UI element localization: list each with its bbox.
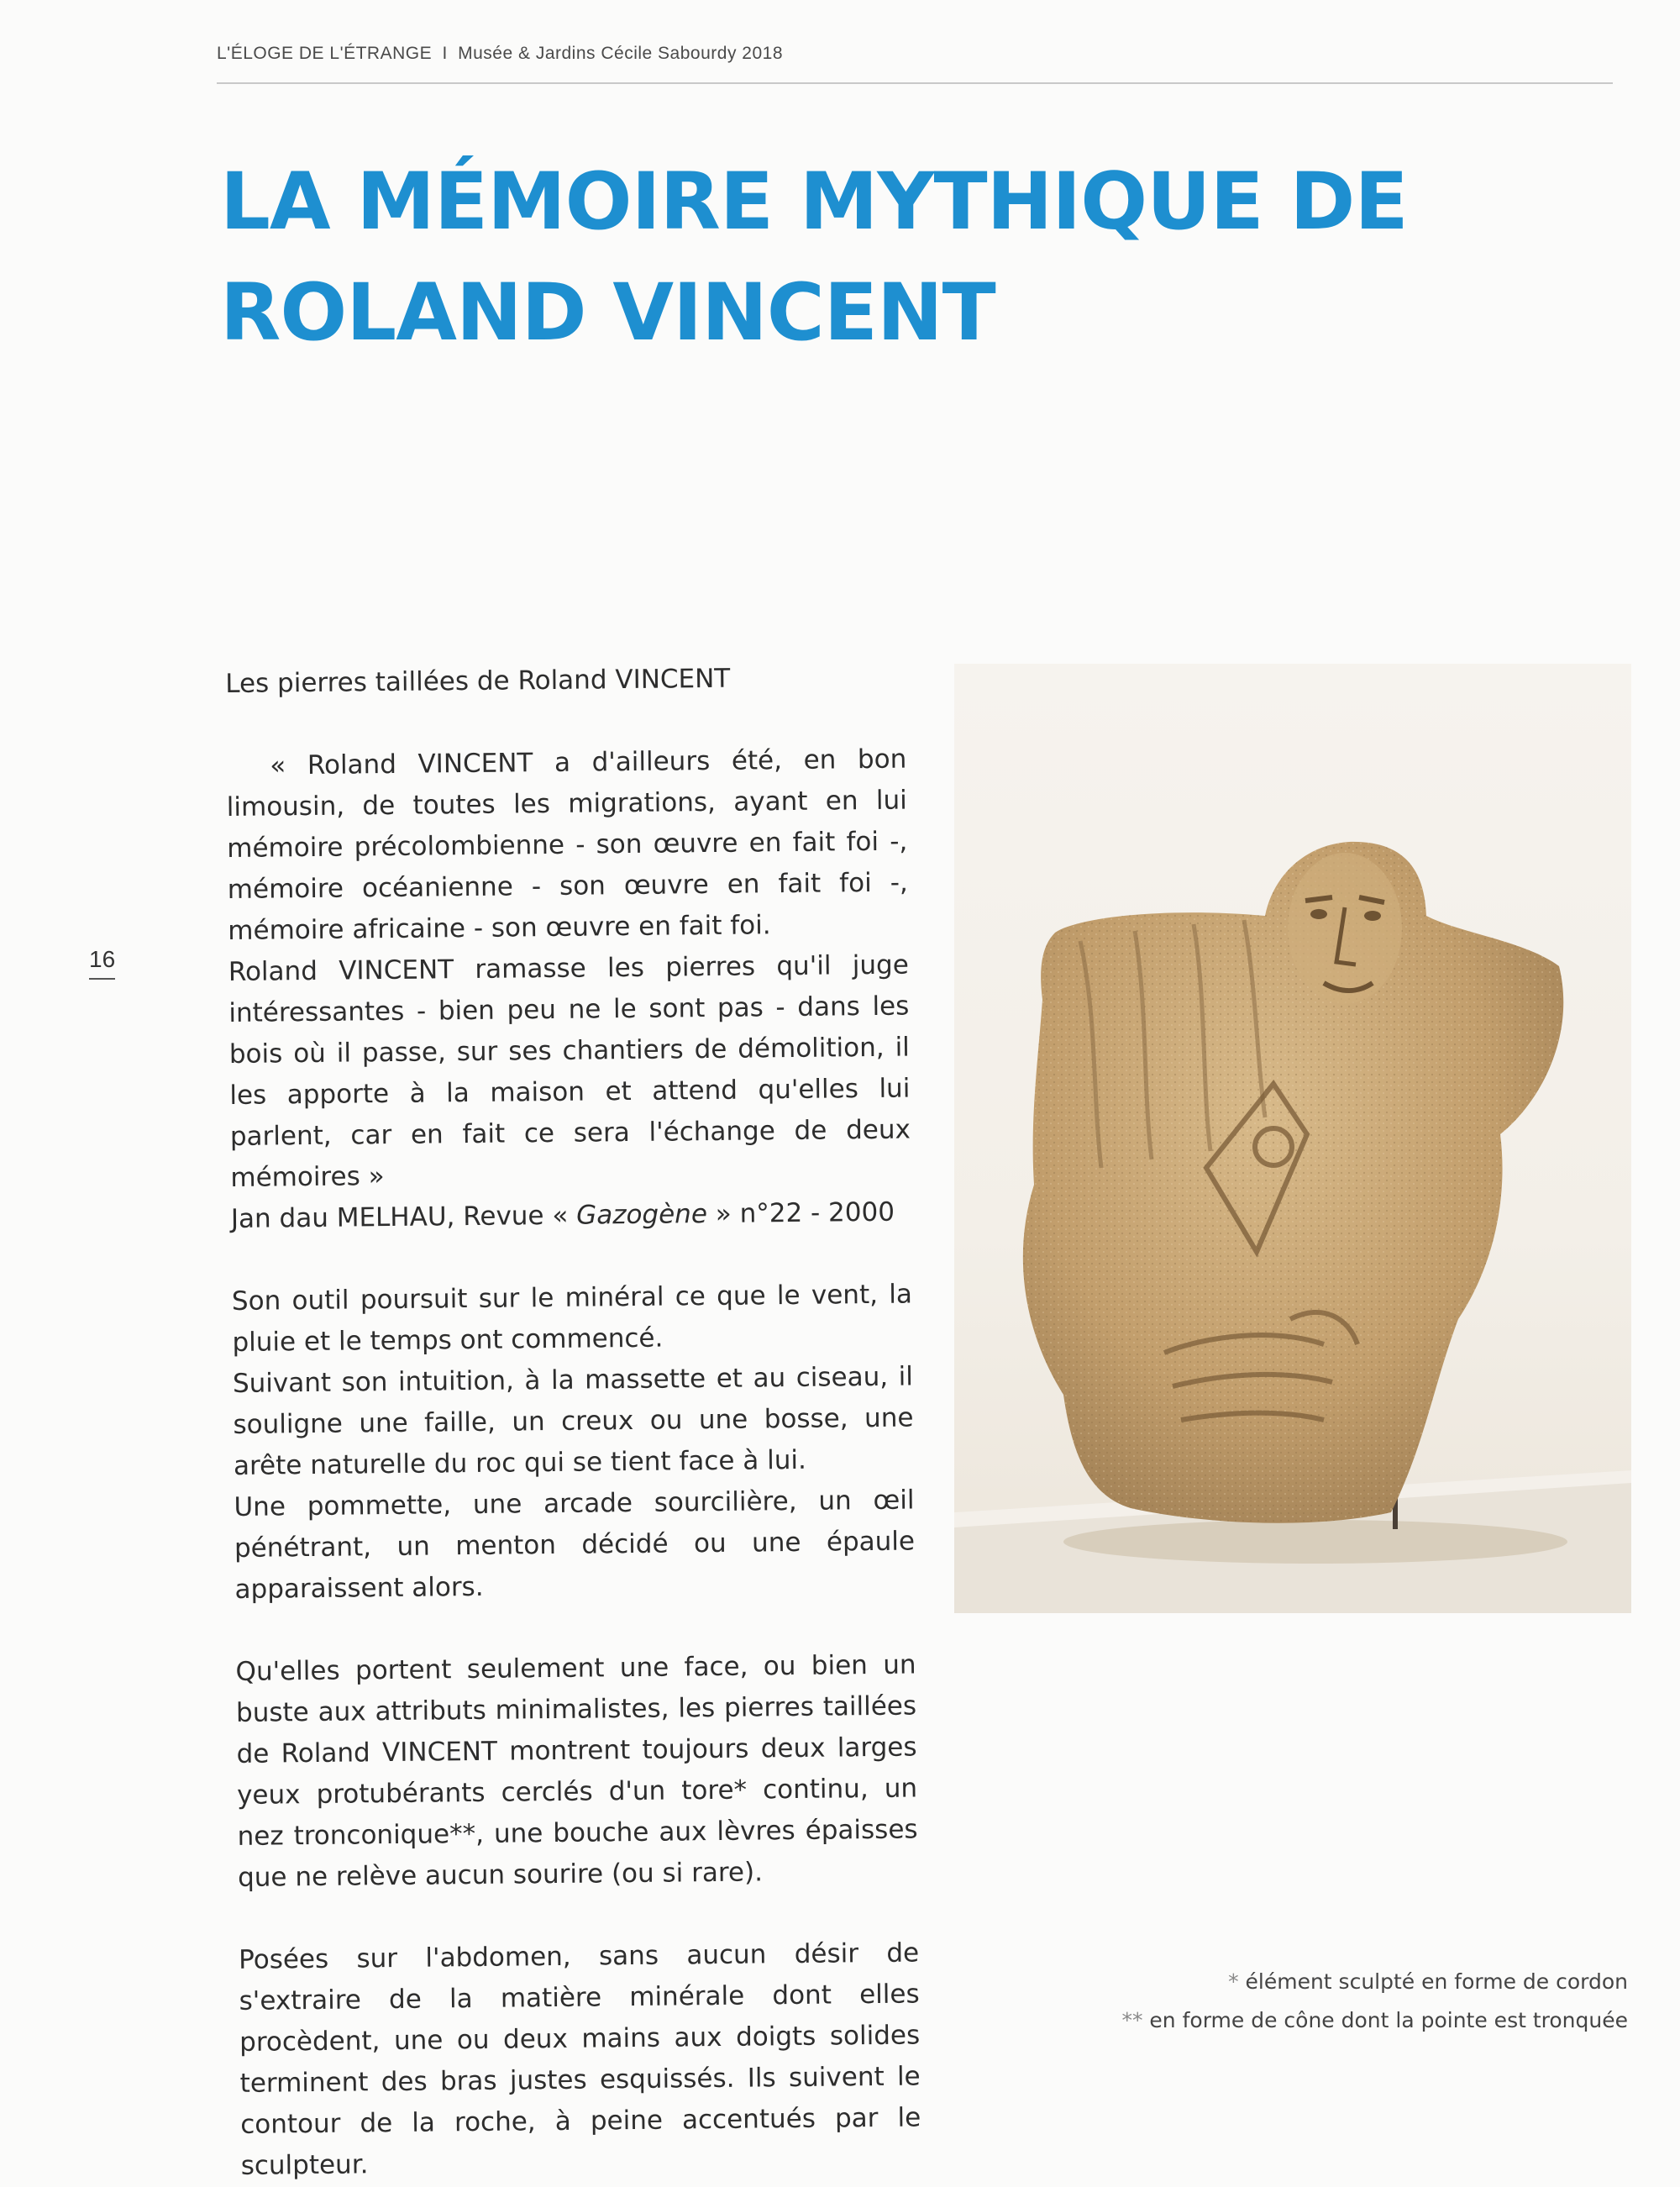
sculpture-photo bbox=[954, 664, 1631, 1613]
quote-paragraph-2: Roland VINCENT ramasse les pierres qu'il juge intéressantes - bien peu ne le sont pas - dans les bois où il passe, sur ses chantiers de démolition, il les apporte à la maison et attend qu'elles lui parlent, car en fait ce sera l'échange de deux mémoires » bbox=[228, 949, 911, 1193]
title-line-2: ROLAND VINCENT bbox=[220, 267, 995, 359]
quote-citation bbox=[231, 1191, 911, 1239]
footnote-2 bbox=[1121, 2001, 1628, 2040]
paragraph-tool-3: Une pommette, une arcade sourcilière, un œil pénétrant, un menton décidé ou une épaule apparaissent alors. bbox=[234, 1485, 916, 1605]
footnote-1-marker: * bbox=[1228, 1969, 1239, 1994]
paragraph-faces: Qu'elles portent seulement une face, ou bien un buste aux attributs minimalistes, les pierres taillées de Roland VINCENT montrent toujours deux larges yeux protubérants cerclés d'un tore* continu, un nez tronconique**, une bouche aux lèvres épaisses que ne relève aucun sourire (ou si rare). bbox=[235, 1649, 918, 1893]
citation-author: Jan dau MELHAU, Revue « bbox=[230, 1200, 577, 1234]
citation-journal: Gazogène bbox=[576, 1199, 708, 1231]
article-heading: Les pierres taillées de Roland VINCENT bbox=[225, 663, 731, 699]
page-title bbox=[220, 147, 1408, 369]
footnote-2-marker: ** bbox=[1121, 2008, 1143, 2032]
sculpture-illustration bbox=[954, 664, 1631, 1613]
footnote-1-text: élément sculpté en forme de cordon bbox=[1238, 1969, 1628, 1994]
carved-face bbox=[1288, 853, 1402, 1004]
paragraph-tool-1: Son outil poursuit sur le minéral ce que le vent, la pluie et le temps ont commencé. bbox=[231, 1279, 913, 1358]
header-separator: I bbox=[442, 44, 448, 63]
footnote-2-text: en forme de cône dont la pointe est tronquée bbox=[1142, 2008, 1628, 2032]
paragraph-tool-2: Suivant son intuition, à la massette et au ciseau, il souligne une faille, un creux ou une bosse, une arête naturelle du roc qui se tient face à lui. bbox=[232, 1361, 914, 1481]
header-series: L'ÉLOGE DE L'ÉTRANGE bbox=[217, 44, 433, 63]
header-venue: Musée & Jardins Cécile Sabourdy 2018 bbox=[458, 44, 783, 63]
citation-issue: » n°22 - 2000 bbox=[706, 1196, 895, 1230]
quote-paragraph-1: « Roland VINCENT a d'ailleurs été, en bon limousin, de toutes les migrations, ayant en lui mémoire précolombienne - son œuvre en fait foi -, mémoire océanienne - son œuvre en fait foi -, mémoire africaine - son œuvre en fait foi. bbox=[226, 744, 908, 946]
article-body bbox=[225, 657, 921, 2187]
footnote-1 bbox=[1121, 1963, 1628, 2001]
paragraph-hands: Posées sur l'abdomen, sans aucun désir de s'extraire de la matière minérale dont elles procèdent, une ou deux mains aux doigts solides terminent des bras justes esquissés. Ils suivent le contour de la roche, à peine accentués par le sculpteur. bbox=[238, 1937, 921, 2181]
footnotes bbox=[1121, 1963, 1628, 2040]
page-number: 16 bbox=[89, 946, 115, 980]
title-line-1: LA MÉMOIRE MYTHIQUE DE bbox=[220, 156, 1408, 248]
running-header bbox=[217, 44, 1613, 84]
